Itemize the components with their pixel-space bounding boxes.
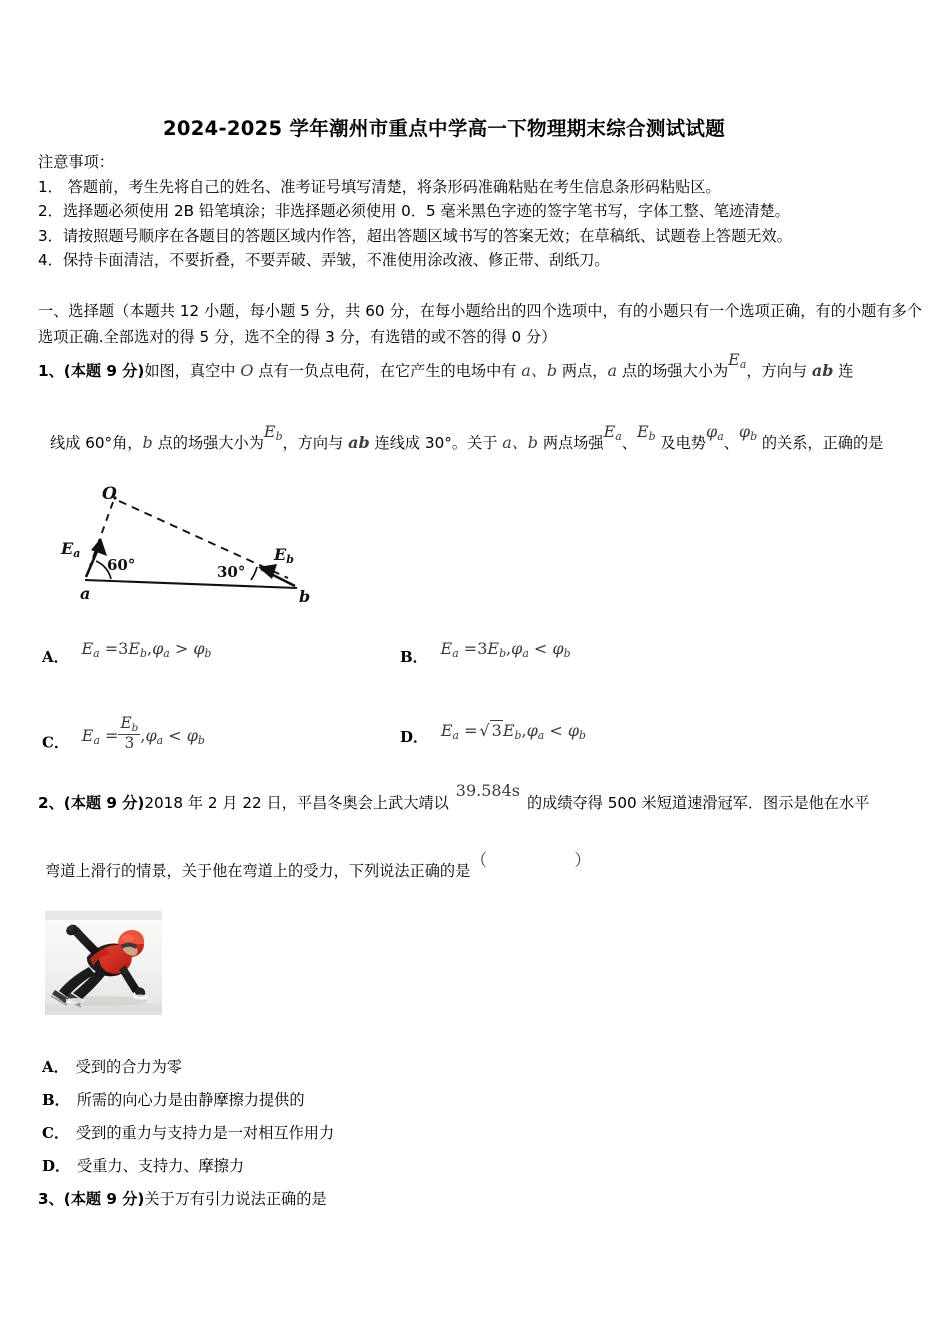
notice-heading: 注意事项： xyxy=(38,153,114,171)
q2-option-D-letter: D． xyxy=(42,1157,71,1175)
q1-points-ab: a、b xyxy=(521,361,558,380)
q1-text-h: 连 xyxy=(833,362,854,380)
q2-option-C[interactable] xyxy=(42,1122,334,1143)
diagram-angle-30: 30° xyxy=(217,563,246,581)
q1l2-text-a: 线成 60°角， xyxy=(50,434,143,452)
page-title: 2024-2025 学年潮州市重点中学高一下物理期末综合测试试题 xyxy=(163,117,726,140)
q2-option-B-letter: B． xyxy=(42,1091,70,1109)
q1l2-text-h: 两点场强 xyxy=(538,434,604,452)
question-2-line-2 xyxy=(45,851,945,884)
q2-option-B[interactable] xyxy=(42,1089,305,1110)
q1l2-segment-ab: ab xyxy=(348,433,370,452)
q1l2-point-b: b xyxy=(142,433,153,452)
q1l2-text-c: 点的场强大小为 xyxy=(152,434,264,452)
q1l2-text-l: 的关系，正确的是 xyxy=(757,434,884,452)
q1-text-f: ，方向与 xyxy=(746,362,812,380)
q1-math-Ea-2: $E_a$ xyxy=(603,422,622,444)
diagram-label-Ea: Ea xyxy=(61,539,81,560)
q2-math-time: 39.584s xyxy=(455,781,520,800)
q1-option-B-letter: B． xyxy=(400,648,428,666)
q1-option-D-expr: $E_a$ = √ $3E_b,\varphi_a < \varphi_b$ xyxy=(440,721,586,743)
q1-option-C[interactable] xyxy=(42,714,205,758)
q1-text-b: 点有一负点电荷，在它产生的电场中有 xyxy=(253,362,522,380)
q1l2-text-k: 、 xyxy=(723,434,739,452)
notice-item-3: 3．请按照题号顺序在各题目的答题区域内作答，超出答题区域书写的答案无效；在草稿纸、试题卷上答题无效。 xyxy=(38,226,792,245)
angle-arc-b xyxy=(251,567,257,580)
notice-block xyxy=(38,150,918,273)
diagram-label-a: a xyxy=(80,584,91,603)
q1-option-A-expr: $E_a =3E_b,\varphi_a > \varphi_b$ xyxy=(81,639,212,661)
q1-point-a: a xyxy=(607,361,618,380)
q1-math-Eb-2: $E_b$ xyxy=(636,422,656,444)
q1-math-phi-b: $\varphi_b$ xyxy=(738,422,758,444)
diagram-svg xyxy=(55,478,355,606)
notice-item-2: 2．选择题必须使用 2B 铅笔填涂；非选择题必须使用 0．5 毫米黑色字迹的签字笔书写，字体工整、笔迹清楚。 xyxy=(38,202,790,221)
question-2-number: 2、 xyxy=(38,794,64,812)
section-heading: 一、选择题（本题共 12 小题，每小题 5 分，共 60 分，在每小题给出的四个选项中，有的小题只有一个选项正确，有的小题有多个选项正确.全部选对的得 5 分，选不全的得 3 分，有选错的或不答的得 0 分） xyxy=(38,302,922,346)
q2l2-text: 弯道上滑行的情景，关于他在弯道上的受力，下列说法正确的是 xyxy=(45,862,471,880)
q1-text-a: 如图，真空中 xyxy=(144,362,241,380)
notice-item-1: 1． 答题前，考生先将自己的姓名、准考证号填写清楚，将条形码准确粘贴在考生信息条形码粘贴区。 xyxy=(38,177,721,196)
q1-option-D-letter: D． xyxy=(400,728,429,746)
q2-option-D[interactable] xyxy=(42,1155,244,1176)
q1-option-C-expr: $E_a$ = $\frac{E_b}{3}$ $,\varphi_a < \varphi_b$ xyxy=(81,714,205,753)
q1l2-text-i: 、 xyxy=(621,434,637,452)
notice-item-4: 4．保持卡面清洁，不要折叠，不要弄破、弄皱，不准使用涂改液、修正带、刮纸刀。 xyxy=(38,251,610,270)
q2-option-C-text: 受到的重力与支持力是一对相互作用力 xyxy=(75,1124,335,1142)
q1-option-D[interactable] xyxy=(400,721,586,748)
question-3-points: (本题 9 分) xyxy=(63,1190,145,1208)
vector-Eb xyxy=(258,564,295,586)
q1-option-B[interactable] xyxy=(400,639,571,668)
electric-field-diagram xyxy=(55,478,355,606)
diagram-label-b: b xyxy=(299,587,311,606)
vector-Ea xyxy=(86,538,107,577)
question-1-line-1 xyxy=(38,350,928,389)
q2-option-B-text: 所需的向心力是由静摩擦力提供的 xyxy=(76,1091,305,1109)
q1-math-phi-a: $\varphi_a$ xyxy=(706,422,724,444)
speed-skater-photo xyxy=(45,911,162,1015)
diagram-label-O: O xyxy=(102,484,117,504)
q1-option-C-fraction: $\frac{E_b}{3}$ xyxy=(120,714,139,753)
question-2-points: (本题 9 分) xyxy=(63,794,145,812)
q2-option-D-text: 受重力、支持力、摩擦力 xyxy=(77,1157,245,1175)
q1-text-e: 点的场强大小为 xyxy=(617,362,729,380)
q2-option-A[interactable] xyxy=(42,1056,182,1077)
q1-option-B-expr: $E_a =3E_b,\varphi_a < \varphi_b$ xyxy=(440,639,571,661)
question-1-line-2 xyxy=(50,422,940,461)
q2-option-A-letter: A． xyxy=(42,1058,69,1076)
q1-point-O: O xyxy=(240,361,254,380)
question-3-text: 关于万有引力说法正确的是 xyxy=(144,1190,327,1208)
question-3-number: 3、 xyxy=(38,1190,64,1208)
q1l2-points-ab: a、b xyxy=(502,433,539,452)
question-1-points: (本题 9 分) xyxy=(63,362,145,380)
question-2-line-1 xyxy=(38,781,938,816)
q1-text-c: 两点， xyxy=(557,362,608,380)
q1l2-text-f: 连线成 30°。关于 xyxy=(369,434,503,452)
q1-option-A-letter: A． xyxy=(42,648,69,666)
q1l2-text-d: ，方向与 xyxy=(282,434,349,452)
q1-option-A[interactable] xyxy=(42,639,212,668)
baseline-ab xyxy=(85,580,297,588)
question-3-line xyxy=(38,1186,638,1212)
diagram-angle-60: 60° xyxy=(107,556,136,574)
q1-option-D-sqrt: √ 3 xyxy=(479,721,502,740)
q1-option-C-letter: C． xyxy=(42,733,69,752)
q1-segment-ab: ab xyxy=(811,361,834,380)
q2-text-b: 的成绩夺得 500 米短道速滑冠军．图示是他在水平 xyxy=(526,794,870,812)
q1-math-Ea: $E_a$ xyxy=(728,350,747,372)
q2-text-a: 2018 年 2 月 22 日，平昌冬奥会上武大靖以 xyxy=(144,794,449,812)
q1l2-text-j: 及电势 xyxy=(655,434,706,452)
q2-answer-blank[interactable]: （ ） xyxy=(470,851,633,871)
speed-skater-image xyxy=(45,911,162,1015)
diagram-label-Eb: Eb xyxy=(274,545,294,566)
question-1-number: 1、 xyxy=(38,362,64,380)
q1-math-Eb: $E_b$ xyxy=(263,422,283,444)
q2-option-A-text: 受到的合力为零 xyxy=(75,1058,182,1076)
q2-option-C-letter: C． xyxy=(42,1124,69,1142)
